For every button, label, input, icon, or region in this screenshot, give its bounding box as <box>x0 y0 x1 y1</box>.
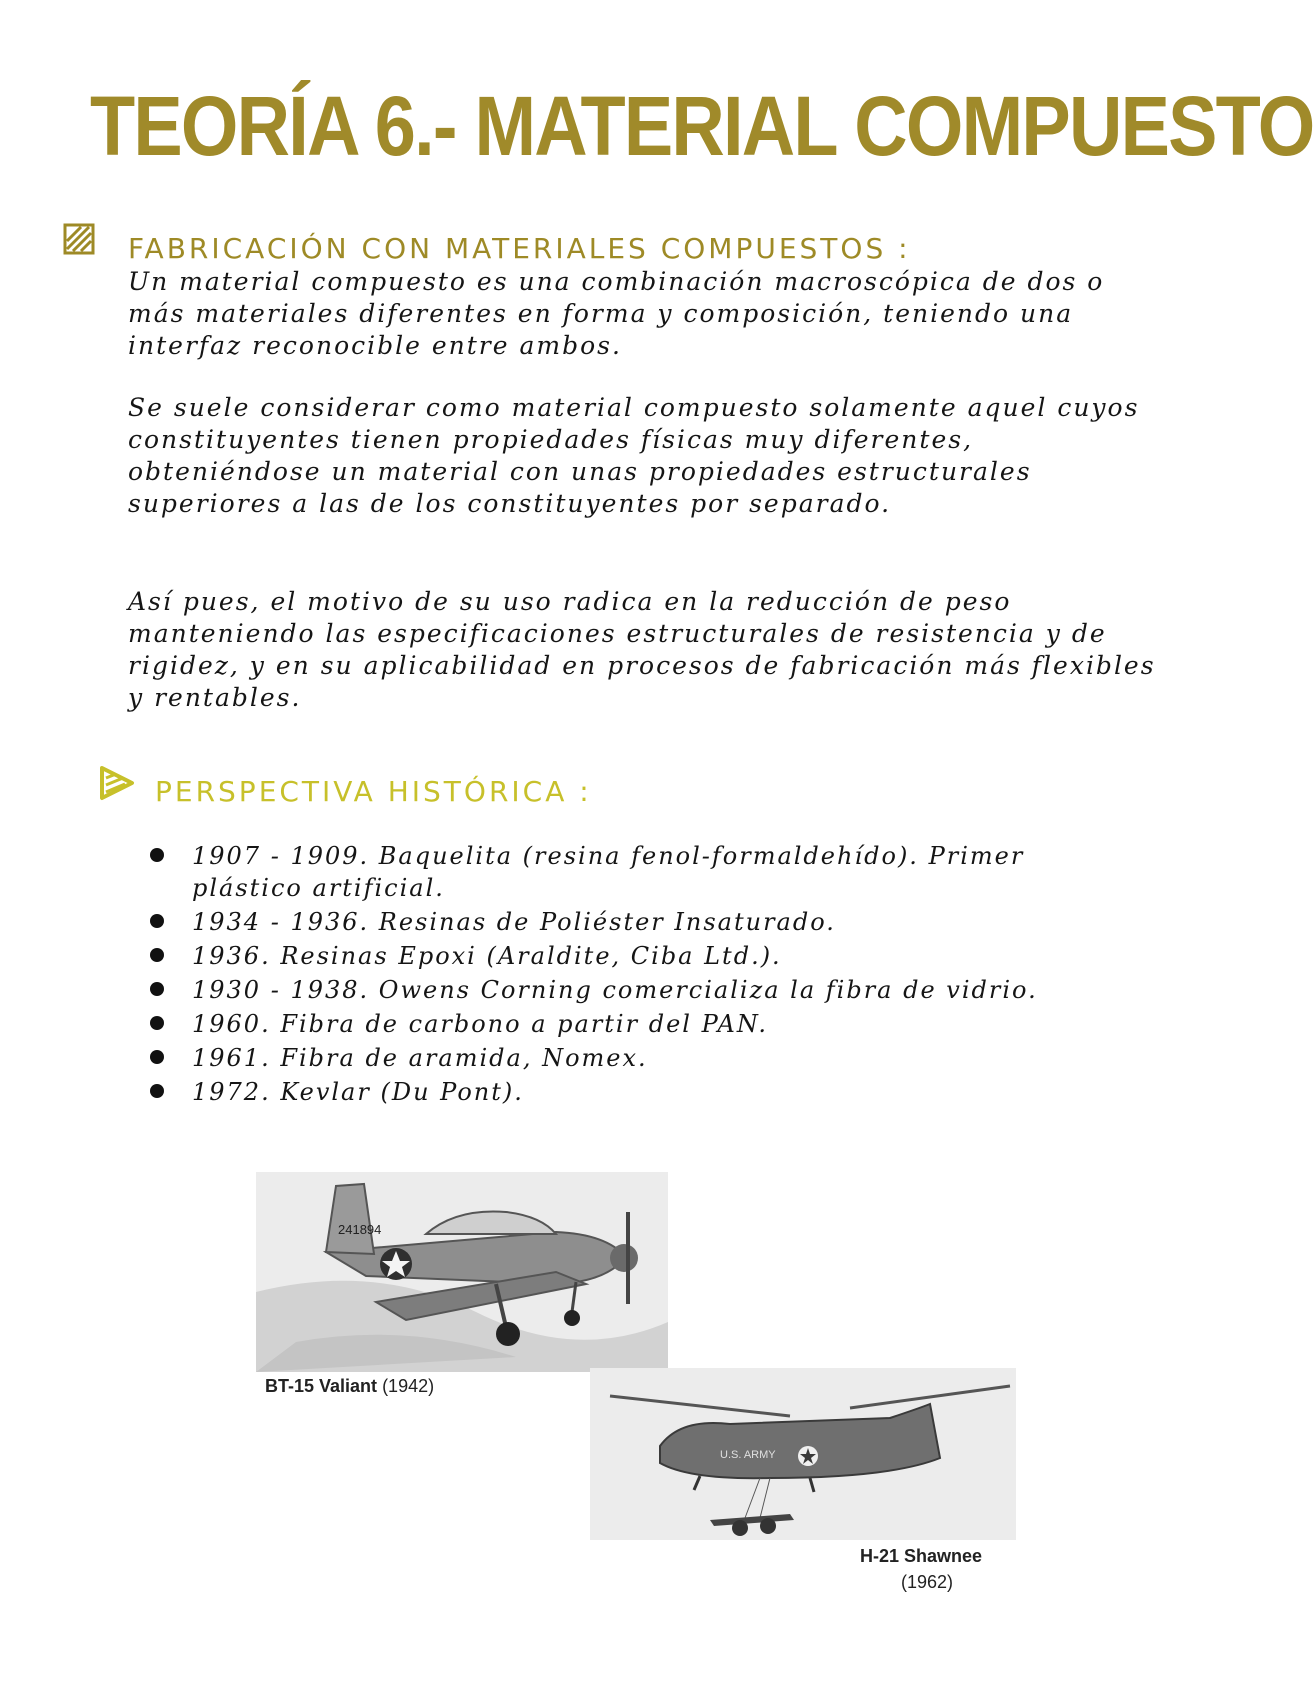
hatched-square-icon <box>62 222 96 256</box>
plane-photo <box>256 1172 668 1372</box>
list-item: 1936. Resinas Epoxi (Araldite, Ciba Ltd.). <box>150 940 1110 972</box>
bullet-dot-icon <box>150 1016 164 1030</box>
plane-name: BT-15 Valiant <box>265 1376 378 1396</box>
paragraph-constituents: Se suele considerar como material compuesto solamente aquel cuyos constituyentes tienen propiedades físicas muy diferentes, obteniéndose un material con unas propiedades estructurales superiores a las de los constituyentes por separado. <box>128 393 1140 518</box>
bullet-dot-icon <box>150 1050 164 1064</box>
history-list <box>150 840 1110 1110</box>
list-item: 1961. Fibra de aramida, Nomex. <box>150 1042 1110 1074</box>
paragraph-motivation: Así pues, el motivo de su uso radica en la reducción de peso manteniendo las especificaciones estructurales de resistencia y de rigidez, y en su aplicabilidad en procesos de fabricación más flexibles y rentables. <box>128 587 1156 712</box>
helicopter-caption-name: H-21 Shawnee <box>860 1546 983 1566</box>
plane-caption <box>265 1376 434 1397</box>
list-item: 1930 - 1938. Owens Corning comercializa la fibra de vidrio. <box>150 974 1110 1006</box>
section-heading-historia: PERSPECTIVA HISTÓRICA : <box>155 775 592 808</box>
plane-year: (1942) <box>382 1376 435 1396</box>
section-heading-fabricacion: FABRICACIÓN CON MATERIALES COMPUESTOS : <box>128 232 911 265</box>
helicopter-photo <box>590 1368 1016 1540</box>
tail-number: 241894 <box>338 1222 382 1237</box>
pencil-triangle-icon <box>96 762 138 804</box>
bullet-dot-icon <box>150 1084 164 1098</box>
page-title: TEORÍA 6.- MATERIAL COMPUESTO <box>90 79 1313 173</box>
helicopter-caption-year: (1962) <box>901 1572 954 1592</box>
list-item: 1907 - 1909. Baquelita (resina fenol-formaldehído). Primer plástico artificial. <box>150 840 1110 904</box>
paragraph-definition: Un material compuesto es una combinación macroscópica de dos o más materiales diferentes en forma y composición, teniendo una interfaz reconocible entre ambos. <box>128 267 1105 360</box>
list-item: 1934 - 1936. Resinas de Poliéster Insaturado. <box>150 906 1110 938</box>
list-item: 1960. Fibra de carbono a partir del PAN. <box>150 1008 1110 1040</box>
bullet-dot-icon <box>150 848 164 862</box>
bullet-dot-icon <box>150 914 164 928</box>
list-item: 1972. Kevlar (Du Pont). <box>150 1076 1110 1108</box>
helicopter-marking: U.S. ARMY <box>720 1449 776 1461</box>
bullet-dot-icon <box>150 982 164 996</box>
bullet-dot-icon <box>150 948 164 962</box>
